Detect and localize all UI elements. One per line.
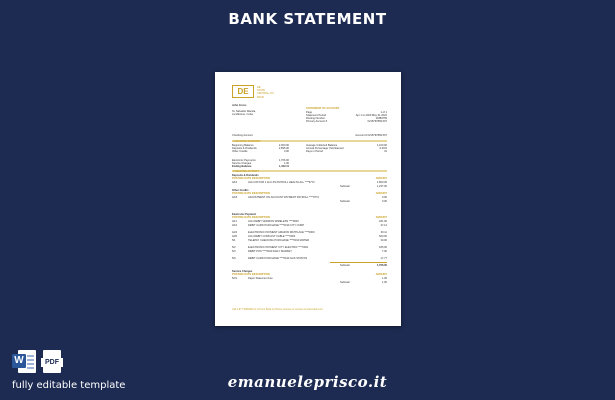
info-label: Routing Number [306,117,325,120]
statement-footer-note: Call 1-877-5000000 for 24 hour Bank by Phone services or connect to www.bank.com [232,308,323,311]
section-title: Other Credits [232,189,249,192]
row-date: 5/2 [232,246,236,249]
subtotal-value: 0.00 [381,200,387,203]
row-date: 5/1 [232,239,236,242]
customer-name: John Gross [232,104,247,107]
subtotal-label: Subtotal [340,281,350,284]
row-date: 5/3 [232,250,236,253]
summary-value: 2,000.00 [278,144,289,147]
subtotal-label: Subtotal [340,185,350,188]
row-amount: 7.00 [381,250,387,253]
row-date: 4/26 [232,235,238,238]
row-date: 4/16 [232,224,238,227]
website-link[interactable]: emanueleprisco.it [227,373,388,391]
summary-value: 0.00% [379,147,387,150]
row-date: 4/11 [232,220,237,223]
row-date: 4/16 [232,181,238,184]
row-date: 4/18 [232,196,238,199]
customer-address-line: La Martone, Cuba [232,113,253,116]
info-value: 0215797899 697 [367,120,387,123]
row-description: ACH CR FOR 1 ALU ZS PAYROLL HEALTH ALL ****9772 [248,181,315,184]
row-amount: 0.00 [381,196,387,199]
summary-value: 1.00 [283,162,289,165]
customer-address-line: St. Salvador Macula, [232,110,256,113]
row-amount: 520.00 [379,235,387,238]
summary-label: Beginning Balance [232,144,254,147]
row-date: 5/31 [232,277,238,280]
row-description: ADJUSTMENT ON ACCOUNT PAYMENT PAYROLL ****9772 [248,196,319,199]
row-description: Paper Statement Fee [248,277,273,280]
column-header: POSTING DATE DESCRIPTION [232,177,270,180]
subtotal-label: Subtotal [340,264,350,267]
summary-label: Other Credits [232,150,248,153]
summary-label: Annual Percentage Yield Earned [306,147,344,150]
column-header: AMOUNT [375,216,387,219]
info-value: 11889755 [375,117,387,120]
pdf-file-icon: PDF [41,349,63,374]
row-description: ACH DEBIT COMCAST CABLE ****0004 [248,235,296,238]
summary-value: 1,342.11 [279,165,289,168]
row-description: DEBIT CARD PURCHASE ****6190 CITY CORP [248,224,305,227]
row-amount: 181.00 [379,220,387,223]
row-amount: 63.11 [380,231,387,234]
subtotal-label: Subtotal [340,200,350,203]
row-amount: 1,860.00 [376,181,387,184]
summary-value: 0.00 [283,150,289,153]
subtotal-value: 1.00 [381,281,387,284]
section-title: Deposits & Dividends [232,174,259,177]
section-title: Electronic Payment [232,213,257,216]
page-heading: BANK STATEMENT [228,10,387,28]
row-description: ELECTRONIC PAYMENT CITY ELECTRIC ****0001 [248,246,309,249]
column-header: POSTING DATE DESCRIPTION [232,216,270,219]
bank-brand: DE STATE CENTRAL CO. BANK [257,86,275,99]
summary-value: 2,895.00 [278,147,289,150]
account-number: Account # 0215797899 697 [355,134,387,137]
info-label: Primary Account # [306,120,328,123]
row-description: TELEPAY CHECKING PURCHASE ****6190 WATER [248,239,310,242]
statement-section-title: STATEMENT OF ACCOUNT [306,107,340,110]
row-date: 5/9 [232,257,236,260]
summary-label: Ending Balance [232,165,252,168]
column-header: POSTING DATE DESCRIPTION [232,273,270,276]
row-description: ELECTRONIC PAYMENT AMAZON MKTPLACE ****0009 [248,231,315,234]
summary-label: Average Collected Balance [306,144,338,147]
summary-value: 1,100.00 [376,144,387,147]
bank-statement-preview [215,72,401,326]
section-title: Service Charges [232,270,253,273]
account-label: Checking Account [232,134,253,137]
column-header: POSTING DATE DESCRIPTION [232,192,270,195]
row-description: ACH DEBIT VERIZON WIRELESS ****0000 [248,220,299,223]
info-label: Statement Period [306,114,327,117]
row-description: DEBIT CARD PURCHASE ****6190 GAS STATION [248,257,308,260]
row-amount: 30.00 [380,239,387,242]
summary-title: CHECKING SUMMARY [233,140,261,143]
row-amount: 1.00 [381,277,387,280]
row-description: DEBIT POS ****6190 DAILY MARKET [248,250,292,253]
summary-label: Electronic Payments [232,159,256,162]
info-value: Apr 1 to 2020 May 31 2022 [355,114,387,117]
subtotal-value: 1,237.00 [376,185,387,188]
info-label: Page [306,111,313,114]
column-header: AMOUNT [375,273,387,276]
info-value: 1 of 1 [380,111,387,114]
summary-value: 31 [384,150,387,153]
row-amount: 17.77 [380,257,387,260]
row-amount: 47.14 [380,224,387,227]
activity-title: CHECKING ACTIVITY [233,170,260,173]
row-amount: 185.00 [379,246,387,249]
column-header: AMOUNT [375,177,387,180]
editable-template-caption: fully editable template [12,380,126,391]
format-icons [12,349,63,374]
summary-label: Deposits & Dividends [232,147,257,150]
subtotal-value: 1,766.00 [376,264,387,267]
column-header: AMOUNT [375,192,387,195]
row-date: 4/24 [232,231,238,234]
subtotal-rule [330,262,387,263]
summary-value: 1,766.00 [278,159,289,162]
summary-label: Days in Period [306,150,323,153]
bank-logo: DE [232,85,254,98]
summary-label: Service Charges [232,162,252,165]
word-file-icon: W [12,349,37,374]
